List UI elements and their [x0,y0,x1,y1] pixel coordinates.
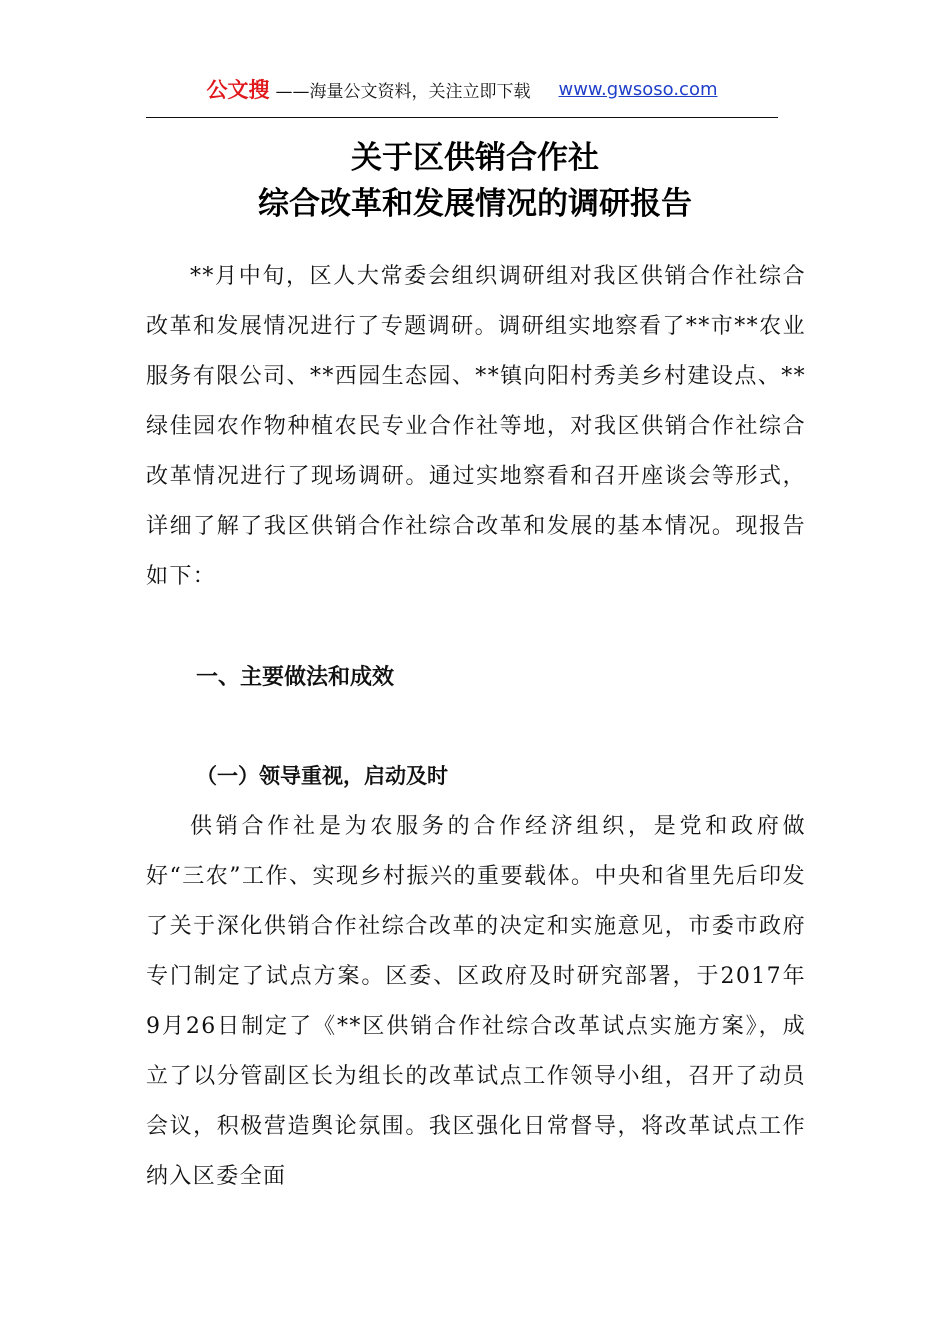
page-header [146,72,778,106]
header-divider [146,117,778,118]
body-paragraph: 供销合作社是为农服务的合作经济组织，是党和政府做好“三农”工作、实现乡村振兴的重要载体。中央和省里先后印发了关于深化供销合作社综合改革的决定和实施意见，市委市政府专门制定了试点方案。区委、区政府及时研究部署，于2017年9月26日制定了《**区供销合作社综合改革试点实施方案》，成立了以分管副区长为组长的改革试点工作领导小组，召开了动员会议，积极营造舆论氛围。我区强化日常督导，将改革试点工作纳入区委全面 [146,814,806,1189]
brand-logo-text: 公文搜 [206,78,270,102]
header-slogan: ——海量公文资料，关注立即下载 [275,81,531,102]
website-link[interactable]: www.gwsoso.com [558,78,718,100]
intro-paragraph: **月中旬，区人大常委会组织调研组对我区供销合作社综合改革和发展情况进行了专题调研。调研组实地察看了**市**农业服务有限公司、**西园生态园、**镇向阳村秀美乡村建设点、**绿佳园农作物种植农民专业合作社等地，对我区供销合作社综合改革情况进行了现场调研。通过实地察看和召开座谈会等形式，详细了解了我区供销合作社综合改革和发展的基本情况。现报告如下： [146,264,806,589]
subsection-heading: （一）领导重视，启动及时 [196,764,448,788]
section-heading: 一、主要做法和成效 [196,665,395,690]
document-title-line2: 综合改革和发展情况的调研报告 [258,186,692,222]
document-title-line1: 关于区供销合作社 [351,140,599,176]
